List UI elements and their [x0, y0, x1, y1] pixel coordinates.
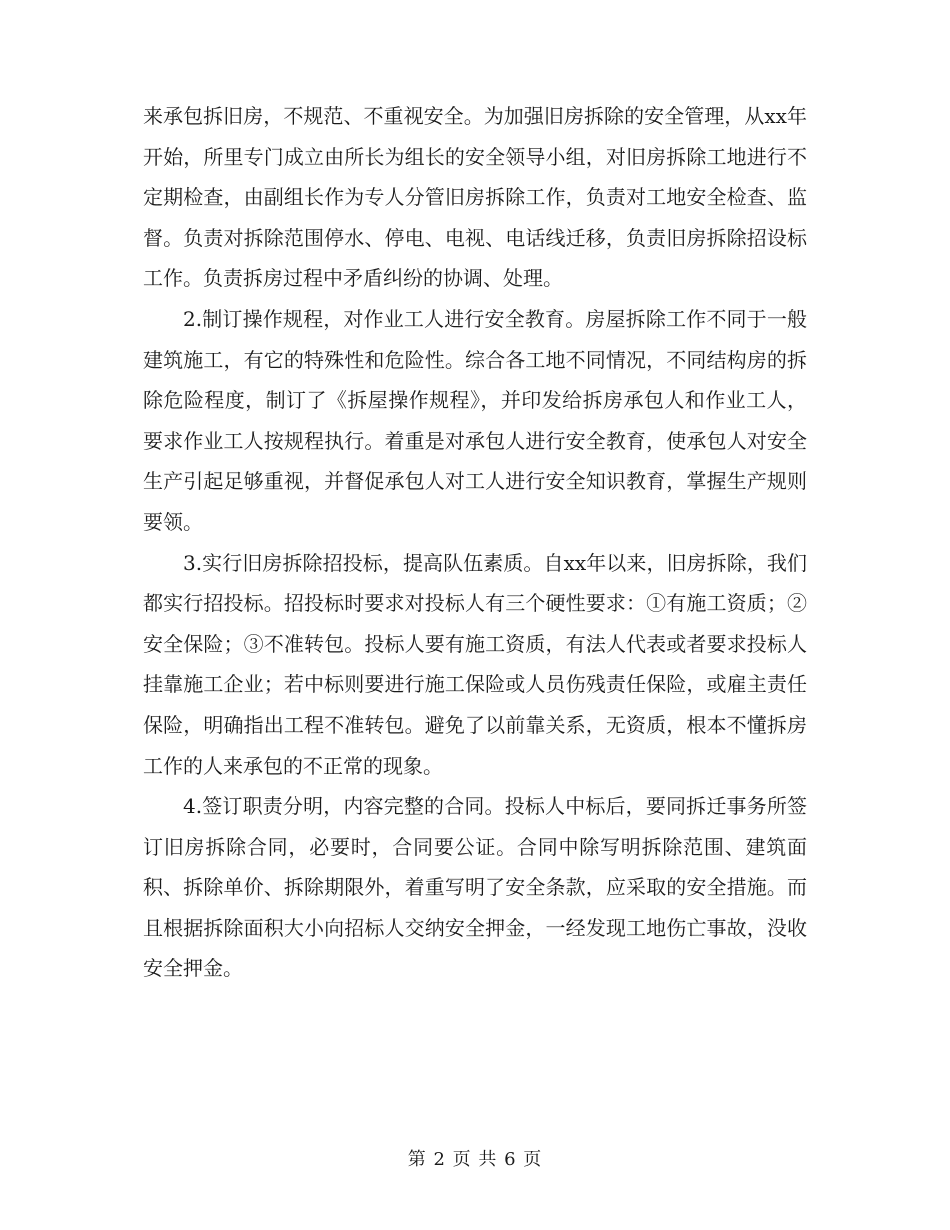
paragraph-continued: 来承包拆旧房，不规范、不重视安全。为加强旧房拆除的安全管理，从xx年开始，所里专门成立由所长为组长的安全领导小组，对旧房拆除工地进行不定期检查，由副组长作为专人分管旧房拆除工作，负责对工地安全检查、监督。负责对拆除范围停水、停电、电视、电话线迁移，负责旧房拆除招设标工作。负责拆房过程中矛盾纠纷的协调、处理。: [143, 104, 807, 291]
page-number-footer: 第 2 页 共 6 页: [407, 1149, 543, 1170]
document-body: [143, 96, 807, 989]
paragraph-item-3: 3.实行旧房拆除招投标，提高队伍素质。自xx年以来，旧房拆除，我们都实行招投标。招投标时要求对投标人有三个硬性要求：①有施工资质；②安全保险；③不准转包。投标人要有施工资质，有法人代表或者要求投标人挂靠施工企业；若中标则要进行施工保险或人员伤残责任保险，或雇主责任保险，明确指出工程不准转包。避免了以前靠关系，无资质，根本不懂拆房工作的人来承包的不正常的现象。: [143, 550, 807, 778]
paragraph-item-4: 4.签订职责分明，内容完整的合同。投标人中标后，要同拆迁事务所签订旧房拆除合同，必要时，合同要公证。合同中除写明拆除范围、建筑面积、拆除单价、拆除期限外，着重写明了安全条款，应采取的安全措施。而且根据拆除面积大小向招标人交纳安全押金，一经发现工地伤亡事故，没收安全押金。: [143, 794, 807, 981]
paragraph-item-2: 2.制订操作规程，对作业工人进行安全教育。房屋拆除工作不同于一般建筑施工，有它的特殊性和危险性。综合各工地不同情况，不同结构房的拆除危险程度，制订了《拆屋操作规程》，并印发给拆房承包人和作业工人，要求作业工人按规程执行。着重是对承包人进行安全教育，使承包人对安全生产引起足够重视，并督促承包人对工人进行安全知识教育，掌握生产规则要领。: [143, 306, 807, 534]
